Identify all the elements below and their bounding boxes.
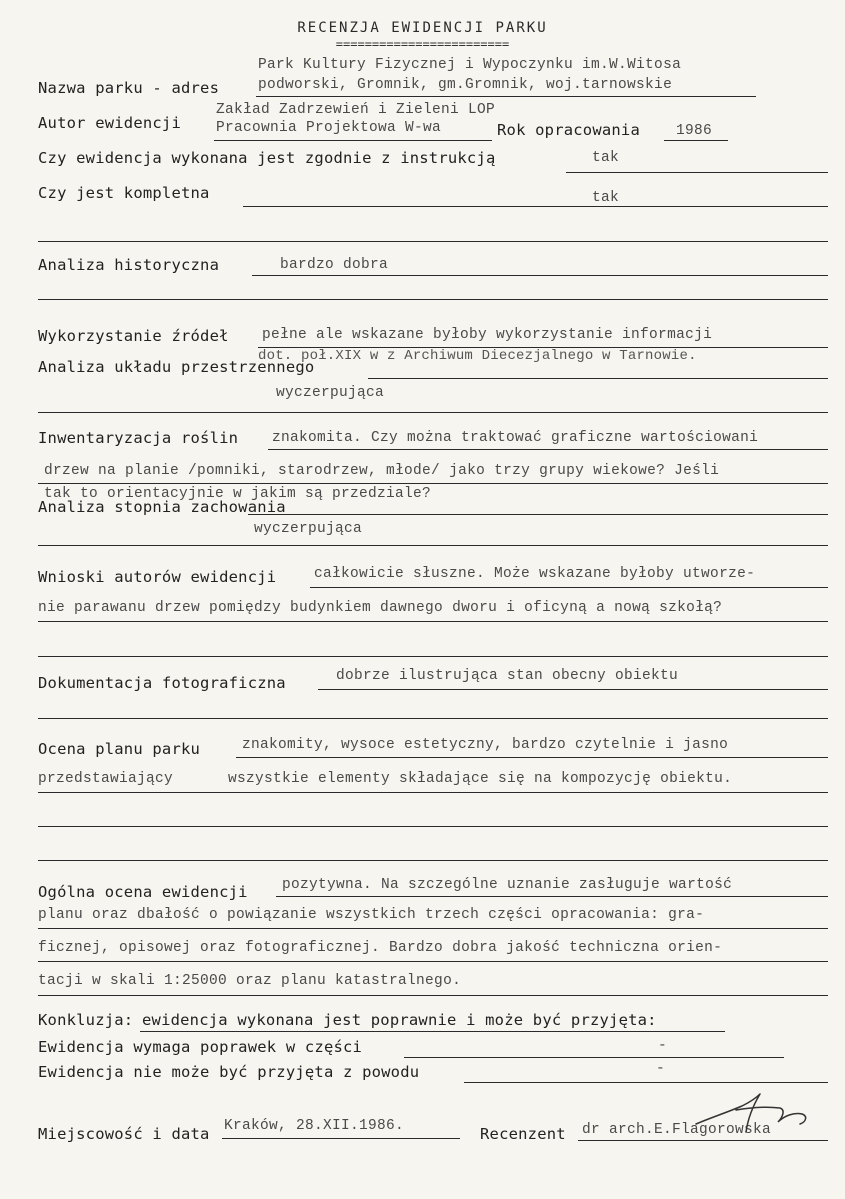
plan-underline-2: [38, 792, 828, 793]
blank-line-4: [38, 545, 828, 546]
compliance-value: tak: [592, 150, 620, 166]
compliance-label: Czy ewidencja wykonana jest zgodnie z instrukcją: [38, 149, 496, 167]
plan-line1: znakomity, wysoce estetyczny, bardzo czytelnie i jasno: [242, 737, 729, 753]
blank-line-3: [38, 412, 828, 413]
title-underline: ========================: [335, 37, 510, 51]
plan-line2b: wszystkie elementy składające się na kompozycję obiektu.: [228, 771, 733, 787]
blank-line-6: [38, 718, 828, 719]
place-date-value: Kraków, 28.XII.1986.: [224, 1118, 405, 1134]
compliance-underline: [566, 172, 828, 173]
place-date-label: Miejscowość i data: [38, 1125, 210, 1143]
plan-label: Ocena planu parku: [38, 740, 201, 758]
handwritten-signature: [690, 1088, 820, 1138]
plants-label: Inwentaryzacja roślin: [38, 429, 239, 447]
conclusion-text: ewidencja wykonana jest poprawnie i może być przyjęta:: [142, 1011, 657, 1029]
document-title: RECENZJA EWIDENCJI PARKU: [297, 20, 548, 36]
blank-line-8: [38, 860, 828, 861]
sources-line1: pełne ale wskazane byłoby wykorzystanie informacji: [262, 327, 713, 343]
blank-line-1: [38, 241, 828, 242]
corrections-underline: [404, 1057, 784, 1058]
rejected-value: -: [656, 1061, 666, 1077]
overall-underline-3: [38, 961, 828, 962]
plants-line1: znakomita. Czy można traktować graficzne wartościowani: [272, 430, 759, 446]
plants-line2: drzew na planie /pomniki, starodrzew, młode/ jako trzy grupy wiekowe? Jeśli: [44, 463, 720, 479]
plants-line3: tak to orientacyjnie w jakim są przedziale?: [44, 486, 432, 502]
overall-line4: tacji w skali 1:25000 oraz planu katastralnego.: [38, 973, 462, 989]
rejected-label: Ewidencja nie może być przyjęta z powodu: [38, 1063, 420, 1081]
park-name-line2: podworski, Gromnik, gm.Gromnik, woj.tarnowskie: [258, 77, 673, 93]
overall-line3: ficznej, opisowej oraz fotograficznej. Bardzo dobra jakość techniczna orien-: [38, 940, 723, 956]
photos-label: Dokumentacja fotograficzna: [38, 674, 286, 692]
rejected-underline: [464, 1082, 828, 1083]
photos-value: dobrze ilustrująca stan obecny obiektu: [336, 668, 679, 684]
plants-underline-1: [268, 449, 828, 450]
corrections-value: -: [658, 1038, 668, 1054]
blank-line-2: [38, 299, 828, 300]
author-line2: Pracownia Projektowa W-wa: [216, 120, 442, 136]
spatial-label: Analiza układu przestrzennego: [38, 358, 315, 376]
author-underline: [214, 140, 492, 141]
complete-value: tak: [592, 190, 620, 206]
historical-underline: [252, 275, 828, 276]
historical-label: Analiza historyczna: [38, 256, 220, 274]
reviewer-underline: [578, 1140, 828, 1141]
sources-line2: dot. poł.XIX w z Archiwum Diecezjalnego w Tarnowie.: [258, 348, 697, 364]
sources-label: Wykorzystanie źródeł: [38, 327, 229, 345]
corrections-label: Ewidencja wymaga poprawek w części: [38, 1038, 363, 1056]
photos-underline: [318, 689, 828, 690]
blank-line-7: [38, 826, 828, 827]
year-label: Rok opracowania: [497, 121, 640, 139]
conclusions-underline-2: [38, 621, 828, 622]
preservation-label: Analiza stopnia zachowania: [38, 498, 286, 516]
place-date-underline: [222, 1138, 460, 1139]
complete-underline: [243, 206, 828, 207]
overall-underline-2: [38, 928, 828, 929]
conclusions-line1: całkowicie słuszne. Może wskazane byłoby utworze-: [314, 566, 756, 582]
blank-line-5: [38, 656, 828, 657]
overall-label: Ogólna ocena ewidencji: [38, 883, 248, 901]
conclusions-label: Wnioski autorów ewidencji: [38, 568, 277, 586]
preservation-value: wyczerpująca: [254, 521, 363, 537]
spatial-value: wyczerpująca: [276, 385, 385, 401]
overall-underline-4: [38, 995, 828, 996]
park-name-line1: Park Kultury Fizycznej i Wypoczynku im.W.Witosa: [258, 57, 682, 73]
overall-line2: planu oraz dbałość o powiązanie wszystkich trzech części opracowania: gra-: [38, 907, 705, 923]
author-label: Autor ewidencji: [38, 114, 181, 132]
overall-line1: pozytywna. Na szczególne uznanie zasługuje wartość: [282, 877, 733, 893]
reviewer-label: Recenzent: [480, 1125, 566, 1143]
park-name-underline: [256, 96, 756, 97]
preservation-underline: [248, 514, 828, 515]
plan-line2a: przedstawiający: [38, 771, 174, 787]
historical-value: bardzo dobra: [280, 257, 389, 273]
conclusions-underline-1: [310, 587, 828, 588]
spatial-underline: [368, 378, 828, 379]
conclusion-label: Konkluzja:: [38, 1011, 134, 1029]
author-line1: Zakład Zadrzewień i Zieleni LOP: [216, 102, 496, 118]
park-name-label: Nazwa parku - adres: [38, 79, 220, 97]
plants-underline-2: [38, 483, 828, 484]
plan-underline-1: [236, 757, 828, 758]
conclusions-line2: nie parawanu drzew pomiędzy budynkiem dawnego dworu i oficyną a nową szkołą?: [38, 600, 723, 616]
reviewer-value: dr arch.E.Flagorowska: [582, 1122, 772, 1138]
conclusion-underline: [140, 1031, 725, 1032]
year-underline: [664, 140, 728, 141]
complete-label: Czy jest kompletna: [38, 184, 210, 202]
overall-underline-1: [276, 896, 828, 897]
year-value: 1986: [676, 123, 713, 139]
